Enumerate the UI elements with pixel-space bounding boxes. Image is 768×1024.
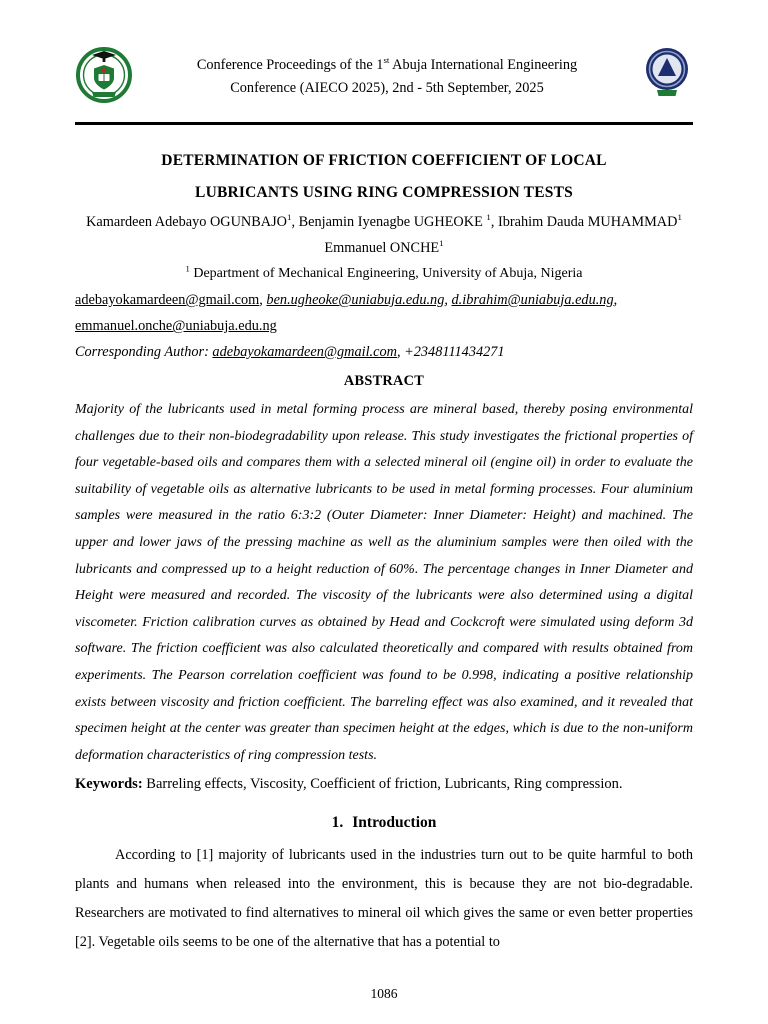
email-separator-1: , <box>259 292 267 308</box>
paper-title <box>75 145 693 209</box>
corresponding-author-label: Corresponding Author: <box>75 344 213 360</box>
author-4: Emmanuel ONCHE <box>324 240 440 256</box>
email-link-2[interactable]: ben.ugheoke@uniabuja.edu.ng <box>266 292 445 308</box>
header-ordinal-sup: st <box>383 54 390 65</box>
author-3-affiliation-sup: 1 <box>677 212 682 223</box>
abstract-heading: ABSTRACT <box>343 373 425 389</box>
keywords-text: Barreling effects, Viscosity, Coefficient of friction, Lubricants, Ring compression. <box>142 776 623 793</box>
page-header <box>75 45 693 108</box>
keywords-line <box>75 771 693 798</box>
header-line-1 <box>133 54 641 77</box>
abstract-body: Majority of the lubricants used in metal forming process are mineral based, thereby posing environmental challenges due to their non-biodegradability upon release. This study investigates the frictional properties of four vegetable-based oils and compares them with a selected mineral oil (engine oil) in order to evaluate the suitability of vegetable oils as alternative lubricants to be used in metal forming processes. Four aluminium samples were measured in the ratio 6:3:2 (Outer Diameter: Inner Diameter: Height) and machined. The upper and lower jaws of the pressing machine as well as the aluminium samples were then oiled with the lubricants and compressed up to a height reduction of 60%. The percentage changes in Inner Diameter and Height were measured and recorded. The viscosity of the lubricants were also determined using a digital viscometer. Friction calibration curves as obtained by Head and Cockcroft were simulated using deform 3d software. The friction coefficient was also calculated theoretically and compared with results obtained from experiments. The Pearson correlation coefficient was found to be 0.998, indicating a positive relationship exists between viscosity and friction coefficient. The barreling effect was also examined, and it revealed that specimen height at the center was greater than specimen height at the edges, which is due to the non-uniform deformation characteristics of ring compression tests. <box>75 402 693 763</box>
header-line-2: Conference (AIECO 2025), 2nd - 5th September, 2025 <box>230 79 544 96</box>
authors-line <box>75 209 693 261</box>
email-link-4[interactable]: emmanuel.onche@uniabuja.edu.ng <box>75 318 277 334</box>
email-separator-3: , <box>613 292 618 308</box>
email-link-3[interactable]: d.ibrahim@uniabuja.edu.ng <box>451 292 614 308</box>
header-line-1-pre: Conference Proceedings of the 1 <box>196 56 384 73</box>
section-1-number: 1. <box>331 814 344 832</box>
introduction-paragraph: According to [1] majority of lubricants used in the industries turn out to be quite harmful to both plants and humans when released into the environment, this is because they are not bio-degradable. Researchers are motivated to find alternatives to mineral oil which gives the same or even better properties [2]. Vegetable oils seems to be one of the alternative that has a potential to <box>75 847 693 951</box>
section-1-heading <box>75 811 693 835</box>
author-3: , Ibrahim Dauda MUHAMMAD <box>490 214 678 230</box>
header-rule <box>75 122 693 125</box>
paper-title-line-2: LUBRICANTS USING RING COMPRESSION TESTS <box>195 184 573 201</box>
header-line-1-post: Abuja International Engineering <box>389 56 578 73</box>
conference-header-text <box>133 54 641 100</box>
author-4-affiliation-sup: 1 <box>439 238 444 249</box>
email-link-1[interactable]: adebayokamardeen@gmail.com <box>75 292 260 308</box>
email-list <box>75 287 693 339</box>
affiliation-line <box>75 261 693 287</box>
author-1-affiliation-sup: 1 <box>287 212 292 223</box>
corresponding-author-phone: , +2348111434271 <box>396 344 505 360</box>
affiliation-text: Department of Mechanical Engineering, University of Abuja, Nigeria <box>189 266 583 281</box>
author-1: Kamardeen Adebayo OGUNBAJO <box>86 214 287 230</box>
email-separator-2: , <box>444 292 452 308</box>
affiliation-sup: 1 <box>185 263 190 274</box>
university-of-abuja-logo-icon <box>75 45 133 108</box>
section-1-title: Introduction <box>352 814 437 832</box>
author-2-affiliation-sup: 1 <box>486 212 491 223</box>
paper-title-line-1: DETERMINATION OF FRICTION COEFFICIENT OF LOCAL <box>161 152 607 169</box>
corresponding-author-line <box>75 339 693 365</box>
author-2: , Benjamin Iyenagbe UGHEOKE <box>291 214 487 230</box>
conference-emblem-icon <box>641 46 693 107</box>
keywords-label: Keywords: <box>75 776 143 793</box>
page-number: 1086 <box>370 986 398 1001</box>
corresponding-author-email-link[interactable]: adebayokamardeen@gmail.com <box>212 344 397 360</box>
